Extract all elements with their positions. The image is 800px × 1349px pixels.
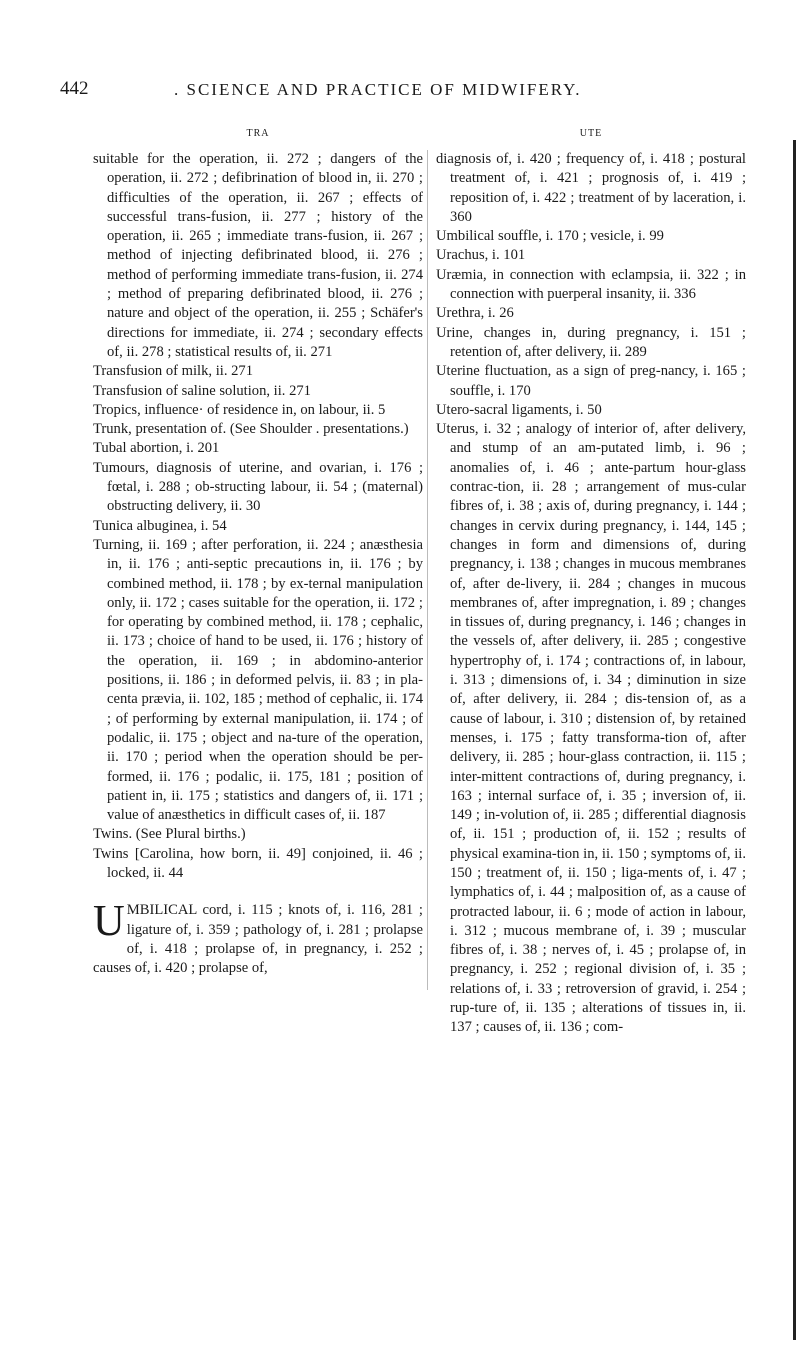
index-column-right [436,128,746,1038]
index-entry: Tunica albuginea, i. 54 [93,517,227,534]
index-entry: Tropics, influence· of residence in, on labour, ii. 5 [93,401,386,418]
guide-word-left: TRA [246,128,270,139]
index-entry: Tumours, diagnosis of uterine, and ovarian, i. 176 ; fœtal, i. 288 ; ob-structing labour, ii. 54 ; (maternal) obstructing delivery, ii. 30 [93,459,423,515]
index-entry: MBILICAL cord, i. 115 ; knots of, i. 116, 281 ; ligature of, i. 359 ; pathology of, i. 281 ; prolapse of, i. 418 ; prolapse of, in pregnancy, i. 252 ; causes of, i. 420 ; prolapse of, [93,902,423,977]
page-edge-shadow [793,140,796,1340]
index-column-left [93,128,423,978]
index-entry: diagnosis of, i. 420 ; frequency of, i. 418 ; postural treatment of, i. 421 ; prognosis of, i. 419 ; reposition of, i. 422 ; treatment of by laceration, i. 360 [436,151,746,225]
index-entry: Transfusion of saline solution, ii. 271 [93,382,311,399]
index-entry: Transfusion of milk, ii. 271 [93,363,254,380]
index-entry: Twins [Carolina, how born, ii. 49] conjoined, ii. 46 ; locked, ii. 44 [93,845,423,881]
guide-word-right: UTE [579,128,603,139]
section-u-start [93,896,423,978]
index-entry: Urachus, i. 101 [436,247,526,264]
index-entry: Urine, changes in, during pregnancy, i. 151 ; retention of, after delivery, ii. 289 [436,324,746,360]
index-entry: suitable for the operation, ii. 272 ; dangers of the operation, ii. 272 ; defibrination of blood in, ii. 270 ; difficulties of the operation, ii. 267 ; effects of successful trans-fusion, ii. 277 ; history of the operation, ii. 265 ; immediate trans-fusion, ii. 267 ; method of injecting defibrinated blood, ii. 276 ; method of performing immediate trans-fusion, ii. 274 ; method of preparing defibrinated blood, ii. 276 ; nature and object of the operation, ii. 255 ; Schäfer's directions for immediate, ii. 274 ; secondary effects of, ii. 278 ; statistical results of, ii. 271 [93,151,423,360]
drop-cap-letter: U [93,896,125,946]
index-entry: Uræmia, in connection with eclampsia, ii. 322 ; in connection with puerperal insanity, ii. 336 [436,266,746,303]
running-title: . SCIENCE AND PRACTICE OF MIDWIFERY. [174,80,582,99]
index-entry: Urethra, i. 26 [436,305,514,322]
index-entry: Utero-sacral ligaments, i. 50 [436,401,602,418]
index-entry: Uterine fluctuation, as a sign of preg-nancy, i. 165 ; souffle, i. 170 [436,363,746,399]
index-entry: Umbilical souffle, i. 170 ; vesicle, i. 99 [436,228,664,245]
index-entry: Turning, ii. 169 ; after perforation, ii. 224 ; anæsthesia in, ii. 176 ; anti-septic precautions in, ii. 176 ; by combined method, ii. 178 ; by ex-ternal manipulation only, ii. 172 ; cases suitable for the operation, ii. 172 ; for operating by combined method, ii. 178 ; cephalic, ii. 173 ; choice of hand to be used, ii. 176 ; history of the operation, ii. 169 ; in abdomino-anterior positions, ii. 186 ; in deformed pelvis, ii. 83 ; in pla-centa prævia, ii. 102, 185 ; method of cephalic, ii. 174 ; of performing by external manipulation, ii. 174 ; of podalic, ii. 175 ; object and na-ture of the operation, ii. 170 ; period when the operation should be per-formed, ii. 176 ; podalic, ii. 175, 181 ; position of patient in, ii. 175 ; statistics and dangers of, ii. 171 ; value of anæsthetics in difficult cases of, ii. 187 [93,536,423,824]
index-entry: Trunk, presentation of. (See Shoulder . presentations.) [93,421,409,438]
page-number: 442 [60,78,89,99]
index-entry: Uterus, i. 32 ; analogy of interior of, after delivery, and stump of an am-putated limb, i. 96 ; anomalies of, i. 46 ; ante-partum hour-glass contrac-tion, ii. 28 ; arrangement of mus-cular fibres of, i. 38 ; axis of, during pregnancy, i. 144 ; changes in cervix during pregnancy, i. 144, 145 ; changes in form and dimensions of, during pregnancy, i. 138 ; changes in mucous membranes of, after de-livery, ii. 284 ; changes in mucous membranes of, after impregnation, i. 89 ; changes in tissues of, during pregnancy, i. 146 ; changes in the vessels of, after delivery, ii. 285 ; congestive hypertrophy of, i. 174 ; contractions of, in labour, i. 313 ; dimensions of, i. 34 ; diminution in size of, after delivery, ii. 284 ; dis-tension of, as a cause of labour, i. 310 ; distension of, by retained menses, i. 175 ; fatty transforma-tion of, after delivery, ii. 285 ; hour-glass contraction, ii. 115 ; inter-mittent contractions of, during pregnancy, i. 163 ; internal surface of, i. 35 ; inversion of, ii. 149 ; in-volution of, ii. 285 ; differential diagnosis of, ii. 151 ; production of, ii. 152 ; results of physical examina-tion in, ii. 150 ; symptoms of, ii. 150 ; treatment of, ii. 150 ; liga-ments of, i. 47 ; lymphatics of, i. 44 ; malposition of, as a cause of protracted labour, ii. 6 ; mode of action in labour, i. 312 ; mucous membrane of, i. 39 ; muscular fibres of, i. 38 ; nerves of, i. 45 ; prolapse of, in pregnancy, i. 252 ; regional division of, i. 35 ; relations of, i. 33 ; retroversion of gravid, i. 254 ; rup-ture of, ii. 135 ; alterations of tissues in, ii. 137 ; causes of, ii. 136 ; com- [436,421,746,1036]
column-divider [427,150,428,990]
index-entry: Twins. (See Plural births.) [93,826,246,843]
page-header [60,78,740,106]
index-entry: Tubal abortion, i. 201 [93,440,220,457]
